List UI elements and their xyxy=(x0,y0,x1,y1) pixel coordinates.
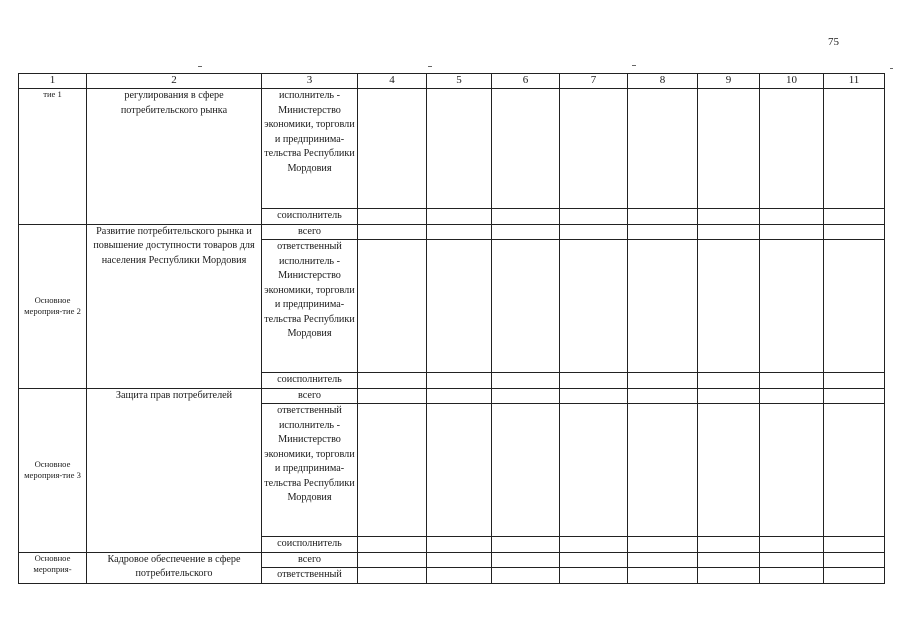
value-cell xyxy=(628,373,698,389)
header-cell: 4 xyxy=(358,74,427,89)
scan-mark xyxy=(428,66,432,67)
value-cell xyxy=(358,537,427,553)
value-cell xyxy=(628,552,698,568)
scan-mark xyxy=(632,65,636,66)
measure-label: Основное мероприя-тие 3 xyxy=(19,388,87,552)
co-executor-cell: соисполнитель xyxy=(262,209,358,225)
measure-title: Защита прав потребителей xyxy=(87,388,262,552)
value-cell xyxy=(760,388,824,404)
total-cell: всего xyxy=(262,388,358,404)
value-cell xyxy=(358,209,427,225)
table-row xyxy=(19,224,885,240)
value-cell xyxy=(492,89,560,209)
total-cell: всего xyxy=(262,552,358,568)
value-cell xyxy=(628,240,698,373)
value-cell xyxy=(824,568,885,584)
value-cell xyxy=(760,568,824,584)
total-cell: всего xyxy=(262,224,358,240)
table-row xyxy=(19,388,885,404)
value-cell xyxy=(628,209,698,225)
value-cell xyxy=(358,240,427,373)
value-cell xyxy=(492,240,560,373)
value-cell xyxy=(824,209,885,225)
header-cell: 6 xyxy=(492,74,560,89)
header-cell: 11 xyxy=(824,74,885,89)
value-cell xyxy=(824,404,885,537)
header-cell: 5 xyxy=(427,74,492,89)
value-cell xyxy=(824,240,885,373)
header-cell: 3 xyxy=(262,74,358,89)
co-executor-cell: соисполнитель xyxy=(262,373,358,389)
value-cell xyxy=(427,388,492,404)
measure-title: Кадровое обеспечение в сфере потребительского xyxy=(87,552,262,583)
value-cell xyxy=(492,373,560,389)
value-cell xyxy=(824,537,885,553)
value-cell xyxy=(358,388,427,404)
value-cell xyxy=(628,224,698,240)
value-cell xyxy=(628,404,698,537)
value-cell xyxy=(628,568,698,584)
value-cell xyxy=(698,240,760,373)
value-cell xyxy=(698,209,760,225)
value-cell xyxy=(760,404,824,537)
value-cell xyxy=(824,552,885,568)
value-cell xyxy=(492,404,560,537)
value-cell xyxy=(560,537,628,553)
value-cell xyxy=(698,388,760,404)
executor-cell: ответственный исполнитель - Министерство экономики, торговли и предпринима-тельства Республики Мордовия xyxy=(262,404,358,537)
value-cell xyxy=(560,224,628,240)
value-cell xyxy=(698,224,760,240)
value-cell xyxy=(560,388,628,404)
value-cell xyxy=(358,89,427,209)
value-cell xyxy=(492,388,560,404)
value-cell xyxy=(698,537,760,553)
value-cell xyxy=(492,552,560,568)
value-cell xyxy=(358,404,427,537)
header-cell: 7 xyxy=(560,74,628,89)
value-cell xyxy=(560,240,628,373)
header-cell: 8 xyxy=(628,74,698,89)
value-cell xyxy=(358,552,427,568)
measure-title: регулирования в сфере потребительского рынка xyxy=(87,89,262,225)
value-cell xyxy=(698,552,760,568)
value-cell xyxy=(628,537,698,553)
value-cell xyxy=(824,388,885,404)
executor-cell: ответственный xyxy=(262,568,358,584)
page-number: 75 xyxy=(828,36,839,48)
value-cell xyxy=(358,373,427,389)
header-cell: 10 xyxy=(760,74,824,89)
value-cell xyxy=(427,404,492,537)
value-cell xyxy=(698,568,760,584)
value-cell xyxy=(698,89,760,209)
measure-title: Развитие потребительского рынка и повышение доступности товаров для населения Республики Мордовия xyxy=(87,224,262,388)
value-cell xyxy=(427,568,492,584)
value-cell xyxy=(760,537,824,553)
executor-cell: ответственный исполнитель - Министерство экономики, торговли и предпринима-тельства Республики Мордовия xyxy=(262,240,358,373)
value-cell xyxy=(358,568,427,584)
value-cell xyxy=(427,537,492,553)
table-row xyxy=(19,552,885,568)
executor-cell: исполнитель - Министерство экономики, торговли и предпринима-тельства Республики Мордовия xyxy=(262,89,358,209)
value-cell xyxy=(427,240,492,373)
measure-label: Основное мероприя- xyxy=(19,552,87,583)
value-cell xyxy=(427,209,492,225)
header-cell: 9 xyxy=(698,74,760,89)
value-cell xyxy=(427,89,492,209)
value-cell xyxy=(560,552,628,568)
value-cell xyxy=(760,373,824,389)
value-cell xyxy=(560,373,628,389)
value-cell xyxy=(560,209,628,225)
header-cell: 1 xyxy=(19,74,87,89)
value-cell xyxy=(427,373,492,389)
scan-mark xyxy=(198,66,202,67)
value-cell xyxy=(560,568,628,584)
value-cell xyxy=(560,404,628,537)
value-cell xyxy=(492,537,560,553)
value-cell xyxy=(760,552,824,568)
value-cell xyxy=(698,373,760,389)
value-cell xyxy=(492,224,560,240)
value-cell xyxy=(628,388,698,404)
value-cell xyxy=(760,240,824,373)
value-cell xyxy=(427,224,492,240)
value-cell xyxy=(824,373,885,389)
value-cell xyxy=(628,89,698,209)
value-cell xyxy=(760,224,824,240)
value-cell xyxy=(760,89,824,209)
value-cell xyxy=(824,224,885,240)
program-table xyxy=(18,73,885,584)
value-cell xyxy=(492,209,560,225)
measure-label: тие 1 xyxy=(19,89,87,225)
co-executor-cell: соисполнитель xyxy=(262,537,358,553)
value-cell xyxy=(698,404,760,537)
scan-mark xyxy=(890,68,893,69)
measure-label: Основное мероприя-тие 2 xyxy=(19,224,87,388)
value-cell xyxy=(760,209,824,225)
value-cell xyxy=(560,89,628,209)
value-cell xyxy=(824,89,885,209)
header-cell: 2 xyxy=(87,74,262,89)
value-cell xyxy=(358,224,427,240)
value-cell xyxy=(427,552,492,568)
value-cell xyxy=(492,568,560,584)
table-row xyxy=(19,89,885,209)
header-row xyxy=(19,74,885,89)
